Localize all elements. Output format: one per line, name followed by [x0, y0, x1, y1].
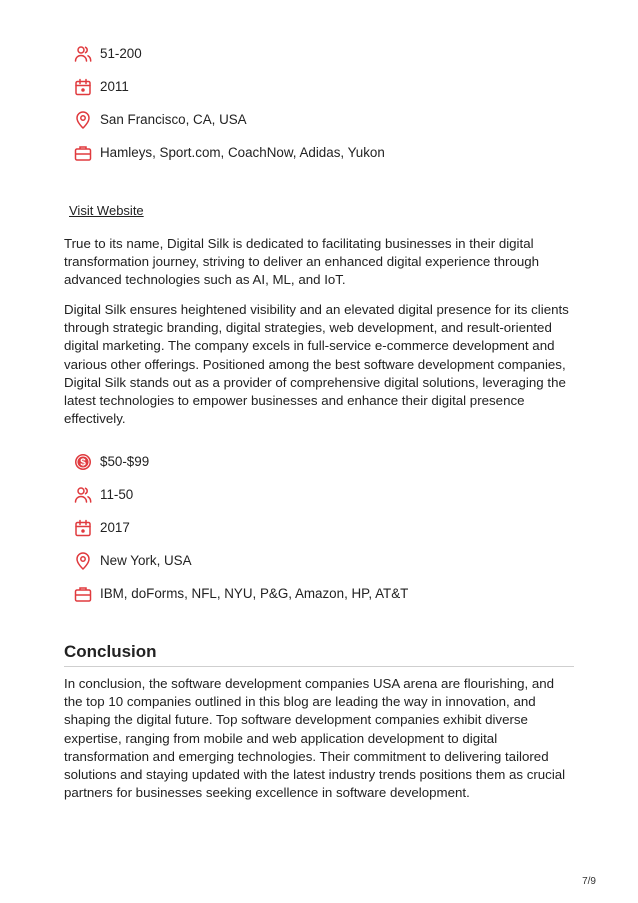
fact-clients	[74, 136, 385, 169]
visit-website-link[interactable]: Visit Website	[69, 203, 144, 218]
fact-hourly-rate-text: $50-$99	[100, 454, 150, 469]
fact-employees-text: 51-200	[100, 46, 142, 61]
calendar-icon	[74, 519, 92, 537]
people-icon	[74, 486, 92, 504]
fact-founded	[74, 70, 385, 103]
calendar-icon	[74, 78, 92, 96]
location-pin-icon	[74, 111, 92, 129]
dollar-icon	[74, 453, 92, 471]
section-heading-conclusion: Conclusion	[64, 642, 157, 661]
fact-location-text: New York, USA	[100, 553, 192, 568]
location-pin-icon	[74, 552, 92, 570]
fact-founded-text: 2011	[100, 79, 129, 94]
briefcase-icon	[74, 585, 92, 603]
company-facts-list	[74, 445, 408, 610]
people-icon	[74, 45, 92, 63]
fact-founded-text: 2017	[100, 520, 130, 535]
heading-divider	[64, 666, 574, 667]
conclusion-paragraph: In conclusion, the software development companies USA arena are flourishing, and the top 10 companies outlined in this blog are leading the way in innovation, and shaping the digital future. Top software development companies exhibit diverse expertise, ranging from mobile and web application development to digital transformation and emerging technologies. Their commitment to delivering tailored solutions and staying updated with the latest industry trends positions them as crucial partners for businesses seeking excellence in software development.	[64, 676, 566, 801]
fact-hourly-rate	[74, 445, 408, 478]
fact-founded	[74, 511, 408, 544]
company-facts-list	[74, 37, 385, 169]
fact-employees	[74, 37, 385, 70]
company-description-paragraph-2: Digital Silk ensures heightened visibility and an elevated digital presence for its clients through strategic branding, digital strategies, web development, and result-oriented digital marketing. The company excels in full-service e-commerce development and various other offerings. Positioned among the best software development companies, Digital Silk stands out as a provider of comprehensive digital solutions, leveraging the latest technologies to empower businesses and enhance their digital presence effectively.	[64, 302, 569, 427]
fact-location	[74, 103, 385, 136]
fact-employees-text: 11-50	[100, 487, 134, 502]
fact-location-text: San Francisco, CA, USA	[100, 112, 247, 127]
page-number: 7/9	[582, 876, 596, 887]
company-description-paragraph-1: True to its name, Digital Silk is dedicated to facilitating businesses in their digital transformation journey, striving to deliver an enhanced digital experience through advanced technologies such as AI, ML, and IoT.	[64, 236, 540, 288]
fact-clients-text: IBM, doForms, NFL, NYU, P&G, Amazon, HP, AT&T	[100, 586, 409, 601]
fact-employees	[74, 478, 408, 511]
fact-location	[74, 544, 408, 577]
fact-clients-text: Hamleys, Sport.com, CoachNow, Adidas, Yukon	[100, 145, 385, 160]
briefcase-icon	[74, 144, 92, 162]
svg-text:$: $	[80, 457, 86, 469]
fact-clients	[74, 577, 408, 610]
